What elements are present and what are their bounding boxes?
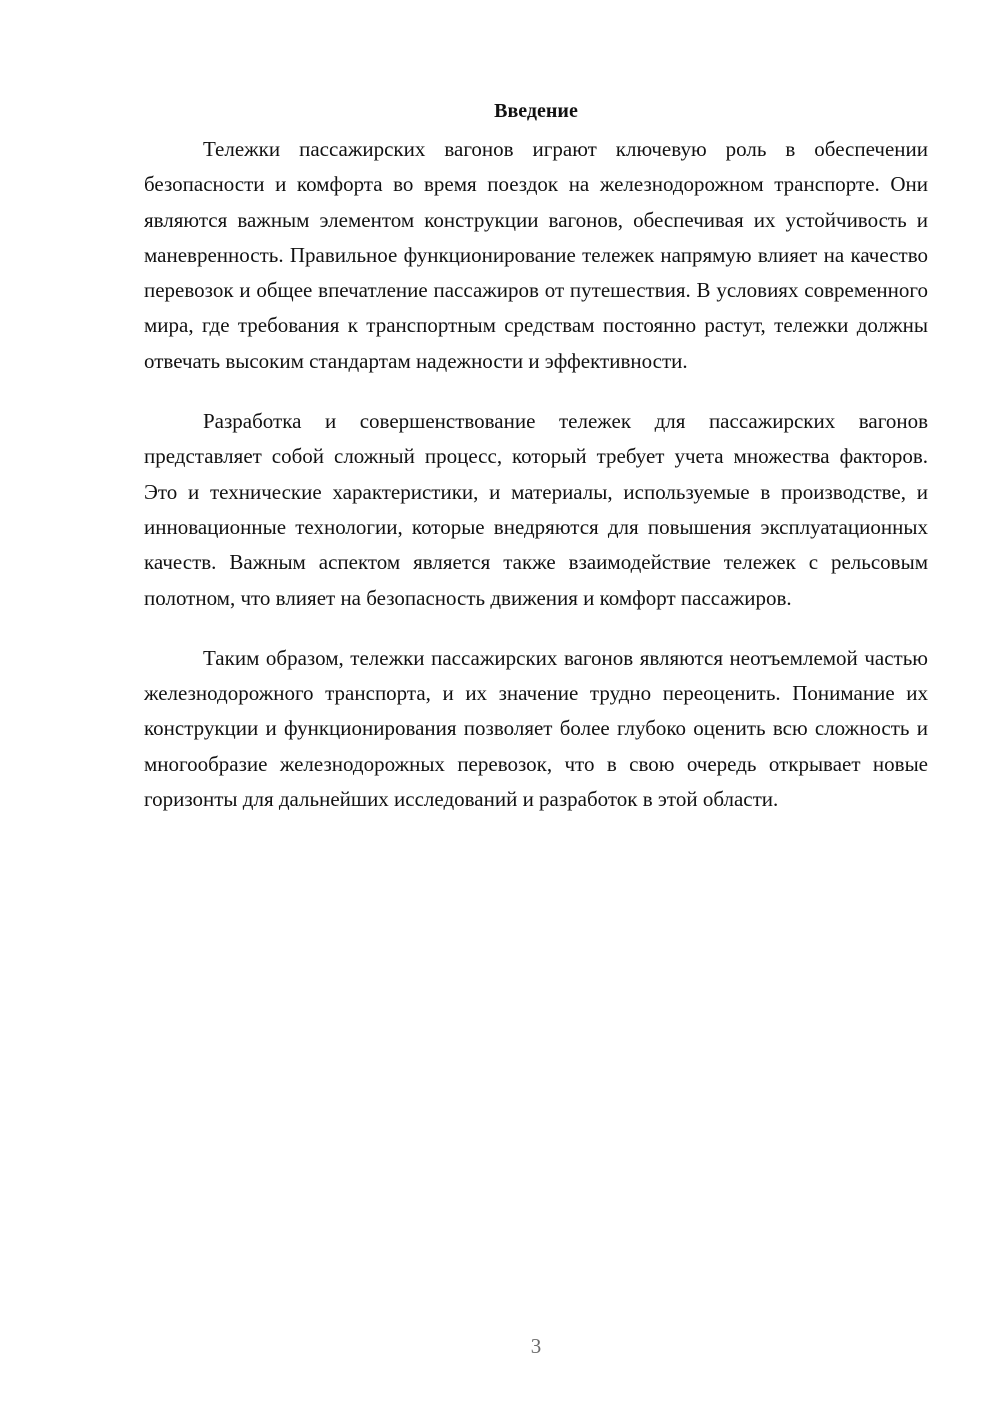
page-title: Введение xyxy=(494,100,578,122)
paragraph-3: Таким образом, тележки пассажирских вагонов являются неотъемлемой частью железнодорожного транспорта, и их значение трудно переоценить. Понимание их конструкции и функционирования позволяет более глубоко оценить всю сложность и многообразие железнодорожных перевозок, что в свою очередь открывает новые горизонты для дальнейших исследований и разработок в этой области. xyxy=(144,645,928,812)
page-number: 3 xyxy=(530,1334,542,1358)
paragraph-1: Тележки пассажирских вагонов играют ключевую роль в обеспечении безопасности и комфорта во время поездок на железнодорожном транспорте. Они являются важным элементом конструкции вагонов, обеспечивая их устойчивость и маневренность. Правильное функционирование тележек напрямую влияет на качество перевозок и общее впечатление пассажиров от путешествия. В условиях современного мира, где требования к транспортным средствам постоянно растут, тележки должны отвечать высоким стандартам надежности и эффективности. xyxy=(144,137,928,373)
paragraph-2: Разработка и совершенствование тележек для пассажирских вагонов представляет собой сложный процесс, который требует учета множества факторов. Это и технические характеристики, и материалы, используемые в производстве, и инновационные технологии, которые внедряются для повышения эксплуатационных качеств. Важным аспектом является также взаимодействие тележек с рельсовым полотном, что влияет на безопасность движения и комфорт пассажиров. xyxy=(144,409,928,610)
page-content xyxy=(144,96,928,842)
